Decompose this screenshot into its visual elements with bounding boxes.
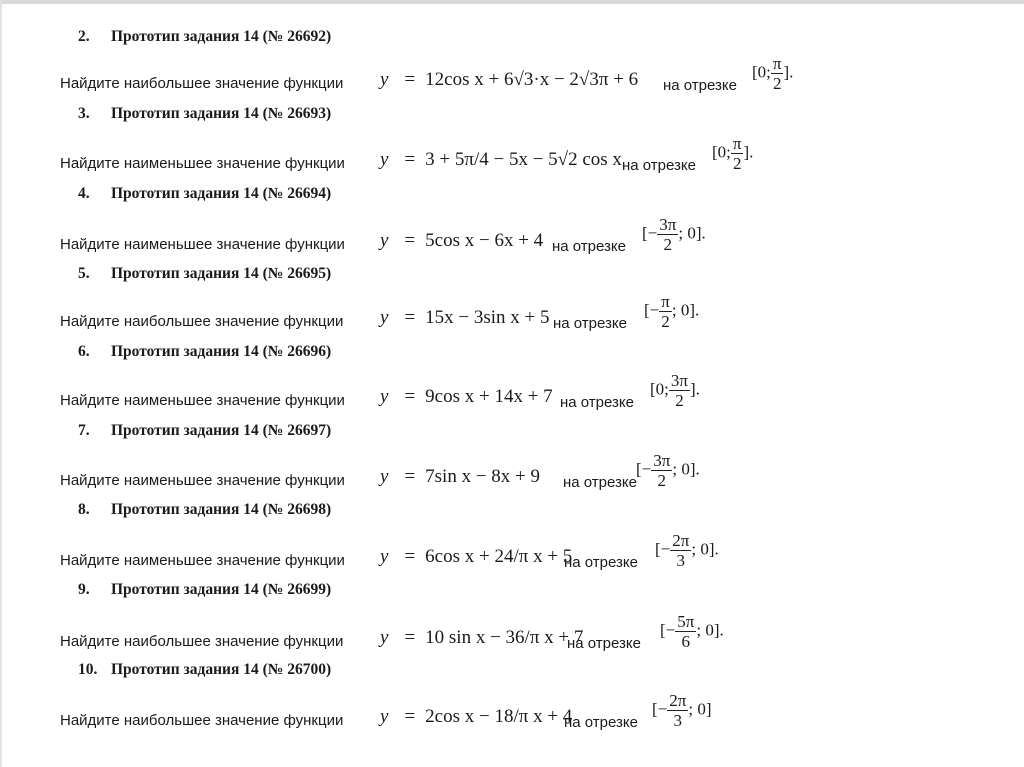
equals-sign: = bbox=[404, 386, 416, 407]
function-expression: 10 sin x − 36/π x + 7 bbox=[425, 627, 584, 648]
problem-heading: Прототип задания 14 (№ 26696) bbox=[111, 343, 332, 360]
problem-heading: Прототип задания 14 (№ 26699) bbox=[111, 581, 332, 598]
function-formula bbox=[380, 627, 583, 649]
fraction-denominator: 2 bbox=[657, 471, 667, 490]
problem-number: 10. bbox=[78, 661, 98, 678]
problem-number: 7. bbox=[78, 422, 90, 439]
fraction-numerator: 3π bbox=[670, 371, 688, 390]
interval-right: ; 0]. bbox=[671, 300, 700, 320]
problem-title bbox=[78, 105, 331, 123]
problem-prompt: Найдите наименьшее значение функции bbox=[60, 472, 345, 489]
interval-fraction bbox=[670, 532, 691, 569]
problem-prompt: Найдите наименьшее значение функции bbox=[60, 155, 345, 172]
equals-sign: = bbox=[404, 307, 416, 328]
fraction-denominator: 3 bbox=[673, 711, 683, 730]
interval-fraction bbox=[669, 372, 690, 409]
function-variable: y bbox=[380, 627, 389, 648]
function-variable: y bbox=[380, 230, 389, 251]
problem-number: 6. bbox=[78, 343, 90, 360]
fraction-denominator: 2 bbox=[663, 235, 673, 254]
fraction-numerator: π bbox=[732, 134, 742, 153]
function-expression: 15x − 3sin x + 5 bbox=[425, 307, 550, 328]
problem-prompt: Найдите наибольшее значение функции bbox=[60, 75, 344, 92]
interval-fraction bbox=[731, 135, 744, 172]
function-formula bbox=[380, 307, 550, 329]
function-variable: y bbox=[380, 386, 389, 407]
problem-number: 4. bbox=[78, 185, 90, 202]
interval-right: ; 0]. bbox=[678, 223, 706, 243]
page-top-border bbox=[0, 0, 1024, 4]
fraction-numerator: 2π bbox=[672, 531, 690, 550]
interval-left: [− bbox=[642, 223, 658, 243]
problem-number: 2. bbox=[78, 28, 90, 45]
interval-fraction bbox=[657, 216, 678, 253]
problem-prompt: Найдите наименьшее значение функции bbox=[60, 392, 345, 409]
page-left-border bbox=[0, 0, 2, 767]
equals-sign: = bbox=[404, 149, 416, 170]
segment-label: на отрезке bbox=[663, 77, 737, 94]
interval-fraction bbox=[651, 452, 672, 489]
segment-label: на отрезке bbox=[564, 714, 638, 731]
problem-title bbox=[78, 501, 331, 519]
problem-prompt: Найдите наименьшее значение функции bbox=[60, 552, 345, 569]
fraction-numerator: 3π bbox=[659, 215, 677, 234]
function-expression: 12cos x + 6√3·x − 2√3π + 6 bbox=[425, 69, 639, 90]
problem-title bbox=[78, 185, 331, 203]
segment-label: на отрезке bbox=[563, 474, 637, 491]
segment-label: на отрезке bbox=[560, 394, 634, 411]
fraction-numerator: 2π bbox=[669, 691, 687, 710]
function-expression: 7sin x − 8x + 9 bbox=[425, 466, 541, 487]
equals-sign: = bbox=[404, 546, 416, 567]
problem-heading: Прототип задания 14 (№ 26694) bbox=[111, 185, 332, 202]
interval-left: [− bbox=[655, 539, 671, 559]
function-variable: y bbox=[380, 466, 389, 487]
problem-title bbox=[78, 343, 331, 361]
interval-left: [− bbox=[644, 300, 660, 320]
function-variable: y bbox=[380, 307, 389, 328]
fraction-numerator: π bbox=[661, 292, 670, 311]
interval-left: [− bbox=[652, 699, 668, 719]
segment-label: на отрезке bbox=[564, 554, 638, 571]
equals-sign: = bbox=[404, 230, 416, 251]
function-variable: y bbox=[380, 149, 389, 170]
fraction-denominator: 6 bbox=[681, 632, 691, 651]
interval-fraction bbox=[771, 55, 784, 92]
interval bbox=[655, 532, 719, 569]
problem-number: 8. bbox=[78, 501, 90, 518]
problem-title bbox=[78, 581, 331, 599]
interval-right: ]. bbox=[689, 379, 700, 399]
function-expression: 3 + 5π/4 − 5x − 5√2 cos x bbox=[425, 149, 622, 170]
problem-prompt: Найдите наибольшее значение функции bbox=[60, 313, 344, 330]
interval-left: [0; bbox=[712, 142, 731, 162]
problem-number: 3. bbox=[78, 105, 90, 122]
problem-prompt: Найдите наибольшее значение функции bbox=[60, 633, 344, 650]
problem-prompt: Найдите наибольшее значение функции bbox=[60, 712, 344, 729]
problem-heading: Прототип задания 14 (№ 26695) bbox=[111, 265, 332, 282]
function-formula bbox=[380, 149, 622, 171]
equals-sign: = bbox=[404, 69, 416, 90]
interval-right: ; 0]. bbox=[696, 620, 724, 640]
function-expression: 2cos x − 18/π x + 4 bbox=[425, 706, 573, 727]
interval-fraction bbox=[659, 293, 672, 330]
interval-right: ; 0] bbox=[688, 699, 712, 719]
fraction-numerator: π bbox=[772, 54, 782, 73]
function-formula bbox=[380, 69, 638, 91]
function-formula bbox=[380, 230, 543, 252]
fraction-denominator: 2 bbox=[661, 312, 670, 331]
interval bbox=[652, 692, 711, 729]
function-formula bbox=[380, 386, 553, 408]
problem-number: 5. bbox=[78, 265, 90, 282]
interval-right: ]. bbox=[743, 142, 754, 162]
function-expression: 6cos x + 24/π x + 5 bbox=[425, 546, 573, 567]
problem-title bbox=[78, 661, 331, 679]
interval bbox=[660, 613, 724, 650]
interval-right: ]. bbox=[783, 62, 794, 82]
interval bbox=[644, 293, 699, 330]
fraction-denominator: 3 bbox=[676, 551, 686, 570]
problem-title bbox=[78, 28, 331, 46]
segment-label: на отрезке bbox=[622, 157, 696, 174]
problem-title bbox=[78, 265, 331, 283]
fraction-denominator: 2 bbox=[732, 154, 742, 173]
problem-heading: Прототип задания 14 (№ 26698) bbox=[111, 501, 332, 518]
function-variable: y bbox=[380, 706, 389, 727]
equals-sign: = bbox=[404, 627, 416, 648]
problem-title bbox=[78, 422, 331, 440]
function-formula bbox=[380, 546, 572, 568]
problem-number: 9. bbox=[78, 581, 90, 598]
interval-left: [0; bbox=[752, 62, 771, 82]
interval-left: [− bbox=[636, 459, 652, 479]
problem-prompt: Найдите наименьшее значение функции bbox=[60, 236, 345, 253]
fraction-denominator: 2 bbox=[772, 74, 782, 93]
problem-heading: Прототип задания 14 (№ 26697) bbox=[111, 422, 332, 439]
segment-label: на отрезке bbox=[567, 635, 641, 652]
interval-left: [0; bbox=[650, 379, 669, 399]
interval bbox=[636, 452, 700, 489]
function-variable: y bbox=[380, 69, 389, 90]
interval bbox=[642, 216, 706, 253]
interval bbox=[752, 55, 793, 92]
interval bbox=[650, 372, 700, 409]
interval-fraction bbox=[675, 613, 696, 650]
interval-fraction bbox=[667, 692, 688, 729]
problem-heading: Прототип задания 14 (№ 26693) bbox=[111, 105, 332, 122]
segment-label: на отрезке bbox=[552, 238, 626, 255]
function-expression: 5cos x − 6x + 4 bbox=[425, 230, 544, 251]
interval bbox=[712, 135, 753, 172]
segment-label: на отрезке bbox=[553, 315, 627, 332]
function-expression: 9cos x + 14x + 7 bbox=[425, 386, 553, 407]
interval-left: [− bbox=[660, 620, 676, 640]
equals-sign: = bbox=[404, 466, 416, 487]
fraction-numerator: 5π bbox=[677, 612, 695, 631]
problem-heading: Прототип задания 14 (№ 26692) bbox=[111, 28, 332, 45]
problem-heading: Прототип задания 14 (№ 26700) bbox=[111, 661, 332, 678]
function-variable: y bbox=[380, 546, 389, 567]
equals-sign: = bbox=[404, 706, 416, 727]
interval-right: ; 0]. bbox=[691, 539, 719, 559]
fraction-numerator: 3π bbox=[653, 451, 671, 470]
function-formula bbox=[380, 706, 572, 728]
fraction-denominator: 2 bbox=[675, 391, 684, 410]
function-formula bbox=[380, 466, 540, 488]
interval-right: ; 0]. bbox=[672, 459, 700, 479]
